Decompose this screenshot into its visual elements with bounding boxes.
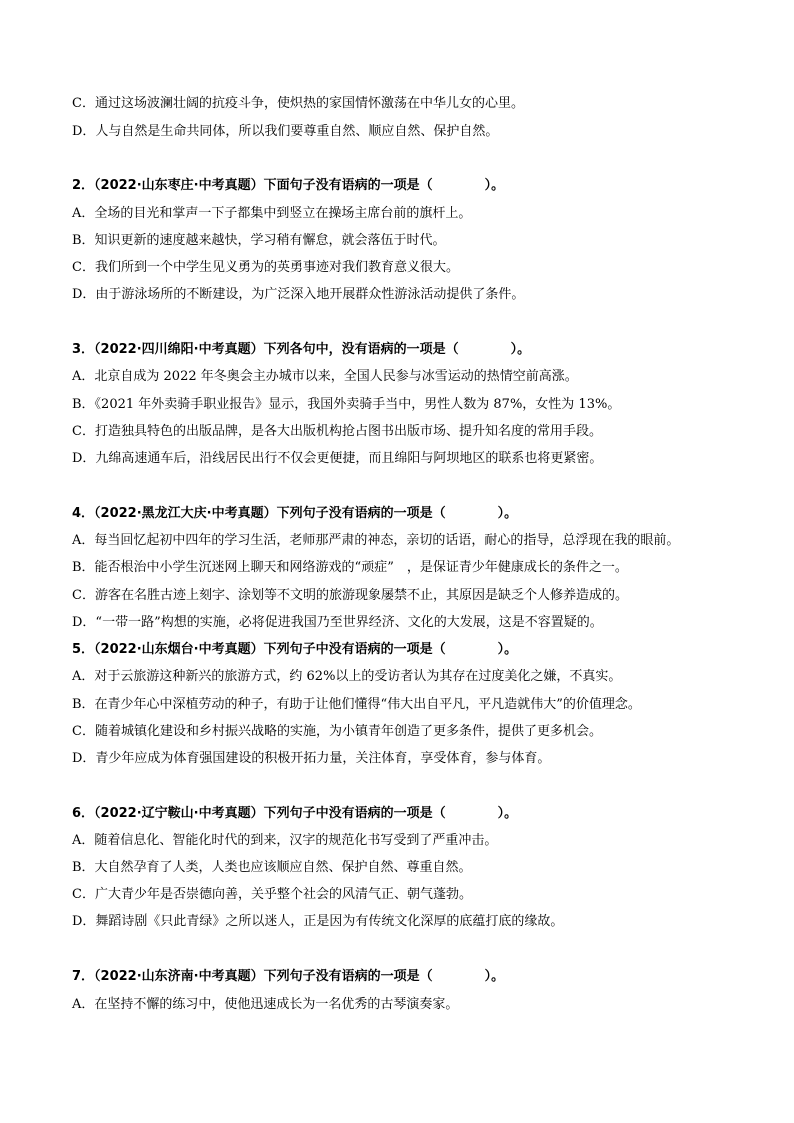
answer-option: C．我们所到一个中学生见义勇为的英勇事迹对我们教育意义很大。 xyxy=(72,260,459,275)
answer-option: B．《2021 年外卖骑手职业报告》显示，我国外卖骑手当中，男性人数为 87%，女性为 13%。 xyxy=(72,397,621,412)
answer-option: B．大自然孕育了人类，人类也应该顺应自然、保护自然、尊重自然。 xyxy=(72,860,472,875)
question-stem: 3．（2022·四川绵阳·中考真题）下列各句中，没有语病的一项是（ ）。 xyxy=(72,342,531,357)
answer-option: D．九绵高速通车后，沿线居民出行不仅会更便捷，而且绵阳与阿坝地区的联系也将更紧密。 xyxy=(72,451,603,466)
answer-option: B．在青少年心中深植劳动的种子，有助于让他们懂得“伟大出自平凡，平凡造就伟大”的价值理念。 xyxy=(72,697,641,712)
question-stem: 7．（2022·山东济南·中考真题）下列句子没有语病的一项是（ ）。 xyxy=(72,969,505,984)
answer-option: B．知识更新的速度越来越快，学习稍有懈怠，就会落伍于时代。 xyxy=(72,233,446,248)
answer-option: C．广大青少年是否崇德向善，关乎整个社会的风清气正、朝气蓬勃。 xyxy=(72,887,472,902)
answer-option: C．随着城镇化建设和乡村振兴战略的实施，为小镇青年创造了更多条件，提供了更多机会。 xyxy=(72,724,602,739)
question-stem: 2．（2022·山东枣庄·中考真题）下面句子没有语病的一项是（ ）。 xyxy=(72,178,505,193)
answer-option: C．通过这场波澜壮阔的抗疫斗争，使炽热的家国情怀激荡在中华儿女的心里。 xyxy=(72,96,524,111)
answer-option: B．能否根治中小学生沉迷网上聊天和网络游戏的“顽症” ，是保证青少年健康成长的条件之一。 xyxy=(72,560,628,575)
answer-option: D．青少年应成为体育强国建设的积极开拓力量，关注体育，享受体育，参与体育。 xyxy=(72,751,551,766)
answer-option: A．北京自成为 2022 年冬奥会主办城市以来，全国人民参与冰雪运动的热情空前高涨。 xyxy=(72,369,578,384)
question-stem: 6．（2022·辽宁鞍山·中考真题）下列句子中没有语病的一项是（ ）。 xyxy=(72,806,518,821)
answer-option: A．随着信息化、智能化时代的到来，汉字的规范化书写受到了严重冲击。 xyxy=(72,833,498,848)
question-stem: 5．（2022·山东烟台·中考真题）下列句子中没有语病的一项是（ ）。 xyxy=(72,642,518,657)
answer-option: D．人与自然是生命共同体，所以我们要尊重自然、顺应自然、保护自然。 xyxy=(72,124,499,139)
answer-option: C．游客在名胜古迹上刻字、涂划等不文明的旅游现象屡禁不止，其原因是缺乏个人修养造成的。 xyxy=(72,588,628,603)
answer-option: A．每当回忆起初中四年的学习生活，老师那严肃的神态，亲切的话语，耐心的指导，总浮现在我的眼前。 xyxy=(72,533,680,548)
answer-option: C．打造独具特色的出版品牌，是各大出版机构抢占图书出版市场、提升知名度的常用手段。 xyxy=(72,424,602,439)
answer-option: D．舞蹈诗剧《只此青绿》之所以迷人，正是因为有传统文化深厚的底蕴打底的缘故。 xyxy=(72,914,564,929)
question-stem: 4．（2022·黑龙江大庆·中考真题）下列句子没有语病的一项是（ ）。 xyxy=(72,506,518,521)
answer-option: D．由于游泳场所的不断建设，为广泛深入地开展群众性游泳活动提供了条件。 xyxy=(72,287,525,302)
answer-option: A．在坚持不懈的练习中，使他迅速成长为一名优秀的古琴演奏家。 xyxy=(72,997,459,1012)
answer-option: A．对于云旅游这种新兴的旅游方式，约 62%以上的受访者认为其存在过度美化之嫌，不真实。 xyxy=(72,669,622,684)
answer-option: A．全场的目光和掌声一下子都集中到竖立在操场主席台前的旗杆上。 xyxy=(72,206,472,221)
answer-option: D．“一带一路”构想的实施，必将促进我国乃至世界经济、文化的大发展，这是不容置疑的。 xyxy=(72,615,603,630)
